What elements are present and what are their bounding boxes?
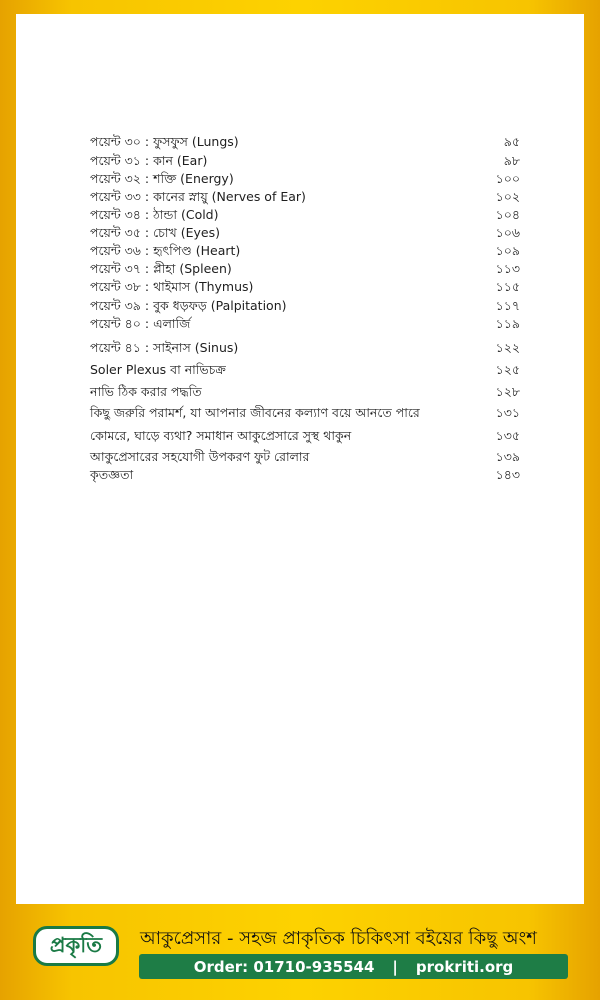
toc-entry-title: পয়েন্ট ৩৮ : থাইমাস (Thymus) bbox=[90, 279, 254, 294]
toc-entry-title: পয়েন্ট ৩৫ : চোখ (Eyes) bbox=[90, 225, 220, 240]
toc-entry-title: পয়েন্ট ৩৯ : বুক ধড়ফড় (Palpitation) bbox=[90, 298, 287, 313]
toc-entry-title: Soler Plexus বা নাভিচক্র bbox=[90, 362, 226, 377]
toc-entry-page: ৯৫ bbox=[503, 134, 520, 149]
toc-entry-page: ১০২ bbox=[495, 189, 520, 204]
toc-entry-title: কৃতজ্ঞতা bbox=[90, 467, 134, 482]
prokriti-logo[interactable]: প্রকৃতি bbox=[33, 926, 119, 966]
toc-entry-page: ১২৮ bbox=[495, 384, 520, 399]
toc-entry-page: ১৩১ bbox=[495, 405, 520, 420]
toc-entry-title: পয়েন্ট ৩৩ : কানের স্নায়ু (Nerves of Ear) bbox=[90, 189, 306, 204]
toc-entry-title: পয়েন্ট ৩২ : শক্তি (Energy) bbox=[90, 171, 234, 186]
toc-entry-page: ১০৯ bbox=[495, 243, 520, 258]
toc-entry-page: ১১৫ bbox=[495, 279, 520, 294]
toc-entry-page: ১৩৯ bbox=[495, 449, 520, 464]
separator: | bbox=[392, 957, 398, 976]
toc-entry-title: আকুপ্রেসারের সহযোগী উপকরণ ফুট রোলার bbox=[90, 449, 310, 464]
toc-entry-title: নাভি ঠিক করার পদ্ধতি bbox=[90, 384, 202, 399]
toc-entry-page: ৯৮ bbox=[503, 153, 520, 168]
footer-title: আকুপ্রেসার - সহজ প্রাকৃতিক চিকিৎসা বইয়ের কিছু অংশ bbox=[140, 928, 537, 949]
toc-entry-title: পয়েন্ট ৩৬ : হৃৎপিণ্ড (Heart) bbox=[90, 243, 241, 258]
website-link[interactable]: prokriti.org bbox=[415, 957, 514, 976]
book-page bbox=[16, 14, 584, 904]
toc-entry-page: ১০০ bbox=[495, 171, 520, 186]
toc-entry-title: পয়েন্ট ৪১ : সাইনাস (Sinus) bbox=[90, 340, 239, 355]
toc-entry-title: পয়েন্ট ৩৭ : প্লীহা (Spleen) bbox=[90, 261, 232, 276]
toc-entry-page: ১১৭ bbox=[495, 298, 520, 313]
toc-entry-page: ১১৩ bbox=[495, 261, 520, 276]
order-phone[interactable]: Order: 01710-935544 bbox=[193, 957, 375, 976]
toc-entry-page: ১০৪ bbox=[495, 207, 520, 222]
toc-entry-page: ১২৫ bbox=[495, 362, 520, 377]
contact-bar bbox=[139, 954, 568, 979]
toc-entry-page: ১৪৩ bbox=[495, 467, 520, 482]
footer-banner bbox=[0, 904, 600, 1000]
toc-entry-title: পয়েন্ট ৩৪ : ঠান্ডা (Cold) bbox=[90, 207, 219, 222]
toc-entry-page: ১০৬ bbox=[495, 225, 520, 240]
toc-entry-title: পয়েন্ট ৩১ : কান (Ear) bbox=[90, 153, 208, 168]
toc-entry-page: ১৩৫ bbox=[495, 428, 520, 443]
toc-entry-title: পয়েন্ট ৩০ : ফুসফুস (Lungs) bbox=[90, 134, 239, 149]
toc-entry-title: কোমরে, ঘাড়ে ব্যথা? সমাধান আকুপ্রেসারে সুস্থ থাকুন bbox=[90, 428, 352, 443]
toc-entry-title: কিছু জরুরি পরামর্শ, যা আপনার জীবনের কল্যাণ বয়ে আনতে পারে bbox=[90, 405, 420, 420]
toc-entry-title: পয়েন্ট ৪০ : এলার্জি bbox=[90, 316, 191, 331]
toc-entry-page: ১২২ bbox=[495, 340, 520, 355]
toc-entry-page: ১১৯ bbox=[495, 316, 520, 331]
